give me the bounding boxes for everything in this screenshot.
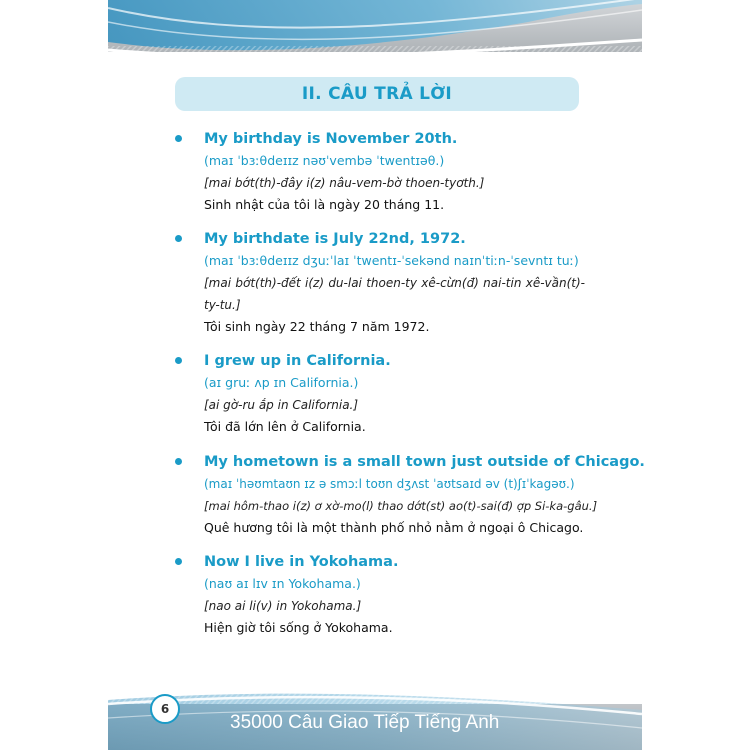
bullet-icon — [175, 135, 182, 142]
vietnamese-translation: Tôi sinh ngày 22 tháng 7 năm 1972. — [204, 319, 430, 334]
footer-band — [108, 688, 642, 750]
answer-entry — [175, 228, 585, 338]
ipa-transcription: (naʊ aɪ lɪv ɪn Yokohama.) — [204, 576, 361, 591]
bullet-icon — [175, 558, 182, 565]
pronunciation-guide: [ai gờ-ru ắp in California.] — [204, 398, 359, 412]
pronunciation-guide: [mai bớt(th)-đây i(z) nâu-vem-bờ thoen-tyơth.] — [204, 176, 485, 190]
vietnamese-translation: Tôi đã lớn lên ở California. — [204, 419, 366, 434]
header-wave-graphic — [108, 0, 642, 62]
english-sentence: My hometown is a small town just outside of Chicago. — [204, 454, 645, 470]
vietnamese-translation: Hiện giờ tôi sống ở Yokohama. — [204, 620, 393, 635]
english-sentence: I grew up in California. — [204, 353, 391, 369]
answer-entry — [175, 350, 585, 438]
answer-entry — [175, 451, 645, 539]
answer-entry — [175, 128, 585, 216]
ipa-transcription: (maɪ ˈbɜːθdeɪɪz dʒuːˈlaɪ ˈtwentɪ-ˈsekənd naɪnˈtiːn-ˈsevntɪ tuː) — [204, 253, 579, 268]
pronunciation-guide: [nao ai li(v) in Yokohama.] — [204, 599, 362, 613]
english-sentence: My birthday is November 20th. — [204, 131, 458, 147]
english-sentence: My birthdate is July 22nd, 1972. — [204, 231, 466, 247]
pronunciation-guide: [mai bớt(th)-đết i(z) du-lai thoen-ty xê-cừn(đ) nai-tin xê-vần(t)-ty-tu.] — [204, 276, 585, 312]
vietnamese-translation: Sinh nhật của tôi là ngày 20 tháng 11. — [204, 197, 445, 212]
ipa-transcription: (maɪ ˈbɜːθdeɪɪz nəʊˈvembə ˈtwentɪəθ.) — [204, 153, 445, 168]
bullet-icon — [175, 458, 182, 465]
vietnamese-translation: Quê hương tôi là một thành phố nhỏ nằm ở ngoại ô Chicago. — [204, 520, 584, 535]
page-number: 6 — [150, 694, 180, 724]
header-band — [108, 0, 642, 62]
answer-entry — [175, 551, 585, 639]
ipa-transcription: (aɪ gruː ʌp ɪn California.) — [204, 375, 359, 390]
bullet-icon — [175, 235, 182, 242]
section-heading: II. CÂU TRẢ LỜI — [175, 77, 579, 111]
ipa-transcription: (maɪ ˈhəʊmtaʊn ɪz ə smɔːl toʊn dʒʌst ˈaʊtsaɪd əv (t)ʃɪˈkagəʊ.) — [204, 477, 575, 491]
english-sentence: Now I live in Yokohama. — [204, 554, 399, 570]
book-title: 35000 Câu Giao Tiếp Tiếng Anh — [230, 712, 500, 733]
bullet-icon — [175, 357, 182, 364]
pronunciation-guide: [mai hôm-thao i(z) ơ xờ-mo(l) thao dớt(st) ao(t)-sai(đ) ợp Si-ka-gâu.] — [204, 499, 598, 513]
